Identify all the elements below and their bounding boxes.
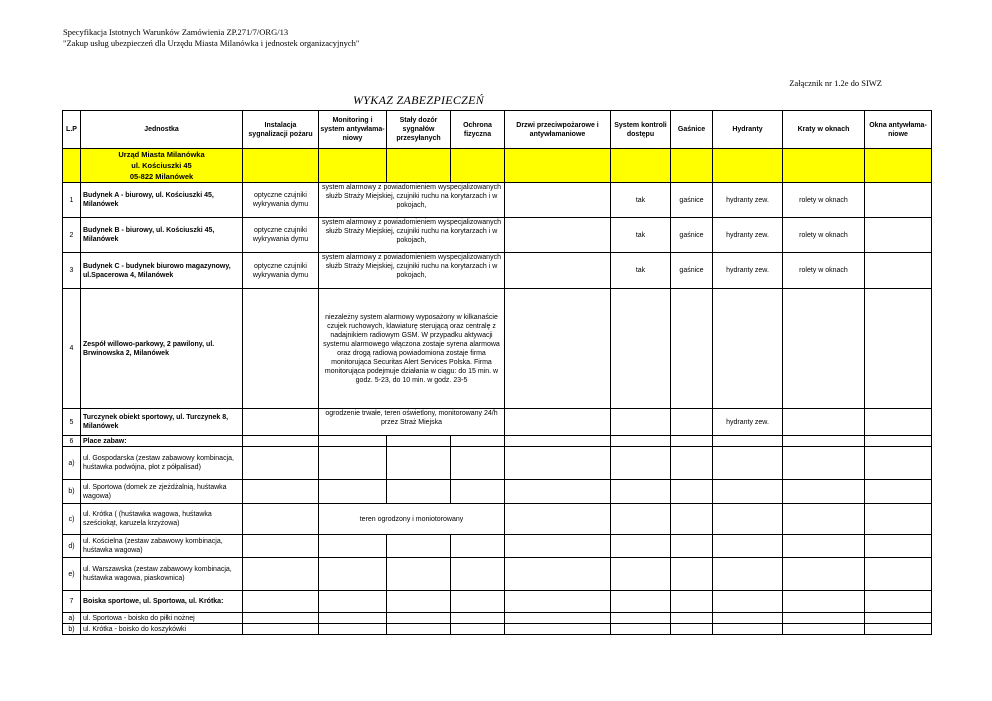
col-hydranty: Hydranty [713,111,783,149]
org-city: 05-822 Milanówek [129,172,194,181]
spec-header-line1: Specyfikacja Istotnych Warunków Zamówienia ZP.271/7/ORG/13 [63,27,289,37]
col-lp: L.P [63,111,81,149]
unit-name: ul. Sportowa - boisko do piłki nożnej [81,613,243,624]
col-okna: Okna antywłama-niowe [865,111,932,149]
table-row: c) ul. Krótka ( (huśtawka wagowa, huśtawka sześciokąt, karuzela krzyżowa) teren ogrodzony i moniotorowany [63,504,932,535]
table-row: 6 Place zabaw: [63,436,932,447]
unit-name: Budynek B - biurowy, ul. Kościuszki 45, Milanówek [81,218,243,253]
org-street: ul. Kościuszki 45 [131,161,192,170]
unit-name: Turczynek obiekt sportowy, ul. Turczynek 8, Milanówek [81,409,243,436]
col-drzwi: Drzwi przeciwpożarowe i antywłamaniowe [505,111,611,149]
unit-name: ul. Sportowa (domek ze zjeżdżalnią, huśtawka wagowa) [81,480,243,504]
table-row: b) ul. Sportowa (domek ze zjeżdżalnią, huśtawka wagowa) [63,480,932,504]
table-row: b) ul. Krótka - boisko do koszykówki [63,624,932,635]
unit-name: ul. Warszawska (zestaw zabawowy kombinacja, huśtawka wagowa, piaskownica) [81,558,243,591]
org-row [63,149,932,183]
unit-name: Place zabaw: [81,436,243,447]
table-row: d) ul. Kościelna (zestaw zabawowy kombinacja, huśtawka wagowa) [63,535,932,558]
table-row: 3 Budynek C - budynek biurowo magazynowy, ul.Spacerowa 4, Milanówek optyczne czujniki wykrywania dymu system alarmowy z powiadomieniem wyspecjalizowanych służb Straży Miejskiej, czujniki ruchu na korytarzach i w pokojach, tak gaśnice hydranty zew. rolety w oknach [63,253,932,289]
col-monitoring: Monitoring i system antywłama-niowy [319,111,387,149]
header-row [63,111,932,149]
unit-name: ul. Kościelna (zestaw zabawowy kombinacja, huśtawka wagowa) [81,535,243,558]
table-row: 7 Boiska sportowe, ul. Sportowa, ul. Krótka: [63,591,932,613]
unit-name: ul. Krótka - boisko do koszykówki [81,624,243,635]
table-row: 1 Budynek A - biurowy, ul. Kościuszki 45, Milanówek optyczne czujniki wykrywania dymu system alarmowy z powiadomieniem wyspecjalizowanych służb Straży Miejskiej, czujniki ruchu na korytarzach i w pokojach, tak gaśnice hydranty zew. rolety w oknach [63,183,932,218]
col-kraty: Kraty w oknach [783,111,865,149]
org-cell [81,149,243,183]
col-ochrona: Ochrona fizyczna [451,111,505,149]
spec-header-line2: "Zakup usług ubezpieczeń dla Urzędu Miasta Milanówka i jednostek organizacyjnych" [63,38,360,48]
col-instalacja: Instalacja sygnalizacji pożaru [243,111,319,149]
table-row: e) ul. Warszawska (zestaw zabawowy kombinacja, huśtawka wagowa, piaskownica) [63,558,932,591]
col-kontrola: System kontroli dostępu [611,111,671,149]
col-jednostka: Jednostka [81,111,243,149]
table-row: a) ul. Gospodarska (zestaw zabawowy kombinacja, huśtawka podwójna, płot z półpalisad) [63,447,932,480]
unit-name: Zespół willowo-parkowy, 2 pawilony, ul. Brwinowska 2, Milanówek [81,289,243,409]
table-row: 2 Budynek B - biurowy, ul. Kościuszki 45, Milanówek optyczne czujniki wykrywania dymu system alarmowy z powiadomieniem wyspecjalizowanych służb Straży Miejskiej, czujniki ruchu na korytarzach i w pokojach, tak gaśnice hydranty zew. rolety w oknach [63,218,932,253]
unit-name: Budynek A - biurowy, ul. Kościuszki 45, Milanówek [81,183,243,218]
annex-label: Załącznik nr 1.2e do SIWZ [789,78,882,88]
page-title: WYKAZ ZABEZPIECZEŃ [353,93,485,107]
table-row: 5 Turczynek obiekt sportowy, ul. Turczynek 8, Milanówek ogrodzenie trwałe, teren oświetlony, monitorowany 24/h przez Straż Miejska hydranty zew. [63,409,932,436]
col-dozor: Stały dozór sygnałów przesyłanych [387,111,451,149]
table-row: 4 Zespół willowo-parkowy, 2 pawilony, ul. Brwinowska 2, Milanówek niezależny system alarmowy wyposażony w kilkanaście czujek ruchowych, klawiaturę sterującą oraz centralę z nadajnikiem radiowym GSM. W przypadku aktywacji systemu alarmowego włączona zostaje syrena alarmowa oraz drogą radiową powiadomiona zostaje firma monitorująca Securitas Alert Services Polska. Firma monitorująca podejmuje działania w ciągu: do 15 min. w godz. 5-23, do 10 min. w godz. 23-5 [63,289,932,409]
org-name: Urząd Miasta Milanówka [118,150,205,159]
unit-name: ul. Krótka ( (huśtawka wagowa, huśtawka sześciokąt, karuzela krzyżowa) [81,504,243,535]
unit-name: Budynek C - budynek biurowo magazynowy, ul.Spacerowa 4, Milanówek [81,253,243,289]
unit-name: ul. Gospodarska (zestaw zabawowy kombinacja, huśtawka podwójna, płot z półpalisad) [81,447,243,480]
col-gasnice: Gaśnice [671,111,713,149]
security-table [62,110,932,635]
unit-name: Boiska sportowe, ul. Sportowa, ul. Krótka: [81,591,243,613]
table-row: a) ul. Sportowa - boisko do piłki nożnej [63,613,932,624]
